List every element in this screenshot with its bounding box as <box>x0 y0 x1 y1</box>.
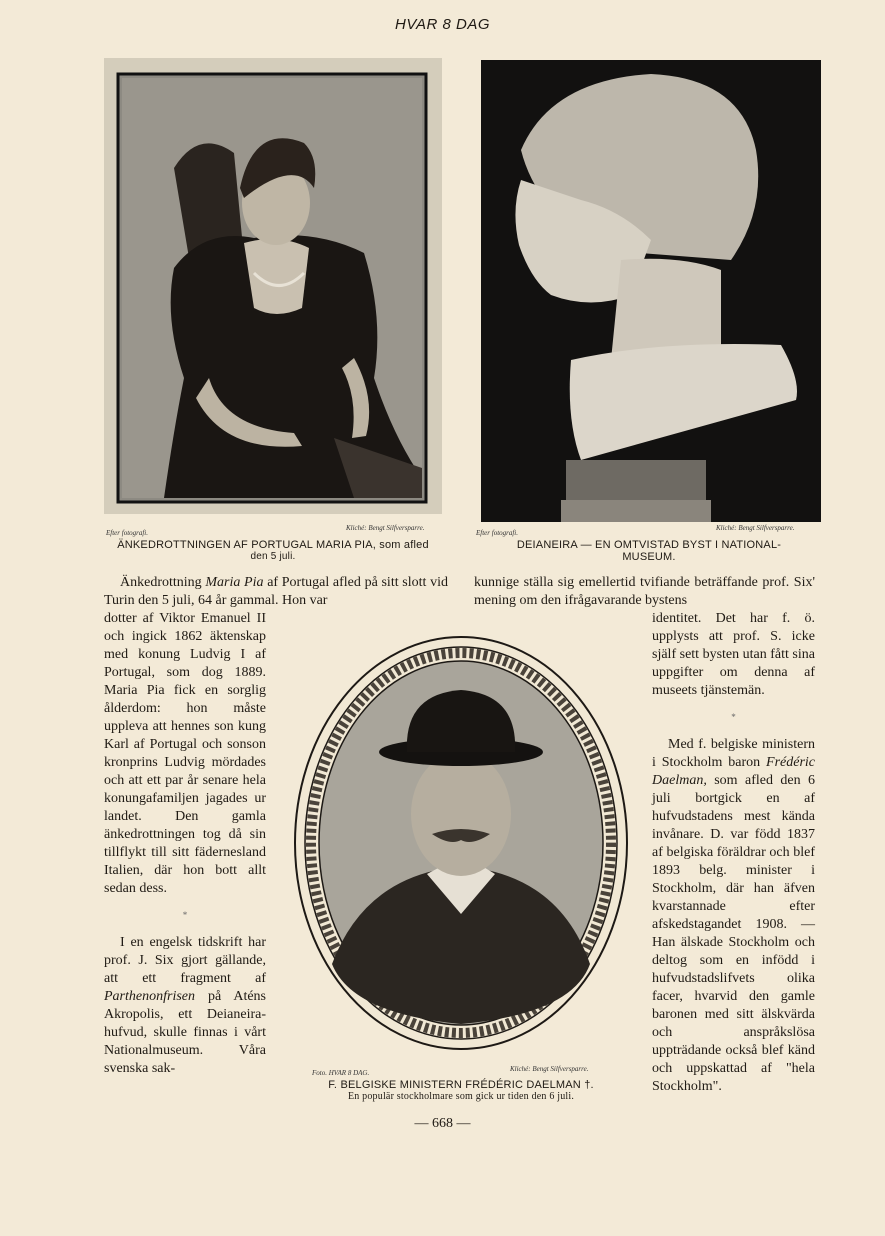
text-span: som afled den 6 juli bortgick en af hufvudstadens mest kända invånare. D. var född 1837 af belgiska föräldrar och blef 1893 belg. minister i Stockholm, där han äfven kvarstannade efter afskedstagandet 1908. — Han älskade Stockholm och deltog som en infödd i hufvudstadslifvets olika facer, hvarvid den gamle baronen med sitt älskvärda och anspråkslösa uppträdande också blef känd och uppskattad af "hela Stockholm". <box>652 773 815 1094</box>
paragraph-maria-pia-body: dotter af Viktor Emanuel II och ingick 1862 äktenskap med konung Ludvig I af Portugal, som dog 1889. Maria Pia fick en sorglig ålderdom: hon måste uppleva att hennes son kung Karl af Portugal och sonson kronprins Ludvig mördades och att ett par år senare hela konungafamiljen jagades ur landet. Den gamla änkedrottningen tog då sin tillflykt till sitt fädernesland Italien, där hon bott allt sedan dess. <box>104 611 266 896</box>
caption-deianeira-line1: DEIANEIRA — EN OMTVISTAD BYST I NATIONAL- <box>516 539 782 551</box>
credit-center-cliche: Kliché: Bengt Silfversparre. <box>510 1065 589 1073</box>
page-number: — 668 — <box>414 1116 471 1131</box>
name-maria-pia: Maria Pia <box>205 575 264 590</box>
text-span: I en engelsk tidskrift har prof. J. Six gjort gällande, att ett fragment af <box>104 935 266 986</box>
photo-daelman-oval <box>292 634 630 1052</box>
article-column-right-top <box>474 574 815 610</box>
credit-center-photographer: Foto. HVAR 8 DAG. <box>312 1069 370 1077</box>
text-span: på Aténs Akropolis, ett Deianeira-hufvud, skulle finnas i vårt Nationalmuseum. Våra svenska sak- <box>104 989 266 1076</box>
paragraph-deianeira-intro: kunnige ställa sig emellertid tvifiande beträffande prof. Six' mening om den ifrågavarande bystens <box>474 575 815 608</box>
caption-deianeira-line2: MUSEUM. <box>622 551 676 563</box>
article-column-right <box>652 610 815 1096</box>
credit-right-photographer: Efter fotografi. <box>476 529 518 537</box>
caption-daelman-line2: En populär stockholmare som gick ur tiden den 6 juli. <box>347 1091 575 1102</box>
paragraph-maria-pia-intro <box>104 574 448 610</box>
text-span: Änkedrottning <box>120 575 206 590</box>
photo-maria-pia <box>104 58 442 514</box>
text-span: Med f. belgiske ministern i Stockholm baron <box>652 737 815 770</box>
caption-daelman <box>296 1079 626 1103</box>
article-column-left <box>104 610 266 1078</box>
separator-star-1: * <box>182 910 188 920</box>
caption-deianeira <box>476 539 822 563</box>
paragraph-deianeira-body: identitet. Det har f. ö. upplysts att prof. S. icke själf sett bysten utan fått sina uppgifter om denna af museets tjänstemän. <box>652 611 815 698</box>
caption-maria-pia-line2: den 5 juli. <box>250 551 296 562</box>
credit-left-cliche: Kliché: Bengt Silfversparre. <box>346 524 425 532</box>
credit-right-cliche: Kliché: Bengt Silfversparre. <box>716 524 795 532</box>
paragraph-parthenon <box>104 934 266 1078</box>
text-span: af Portugal afled på sitt slott vid Turin den 5 juli, 64 år gammal. Hon var <box>104 575 448 608</box>
caption-maria-pia-line1: ÄNKEDROTTNINGEN AF PORTUGAL MARIA PIA, som afled <box>117 539 429 551</box>
photo-deianeira-bust <box>481 60 821 522</box>
name-daelman: Frédéric Daelman, <box>652 755 815 788</box>
credit-left-photographer: Efter fotografi. <box>106 529 148 537</box>
article-column-left-top <box>104 574 448 610</box>
caption-maria-pia <box>98 539 448 563</box>
separator-star-2: * <box>731 712 736 722</box>
running-title: HVAR 8 DAG <box>394 16 491 33</box>
name-parthenonfrisen: Parthenonfrisen <box>104 989 195 1004</box>
caption-daelman-line1: F. BELGISKE MINISTERN FRÉDÉRIC DAELMAN †. <box>328 1079 594 1091</box>
paragraph-daelman <box>652 736 815 1096</box>
